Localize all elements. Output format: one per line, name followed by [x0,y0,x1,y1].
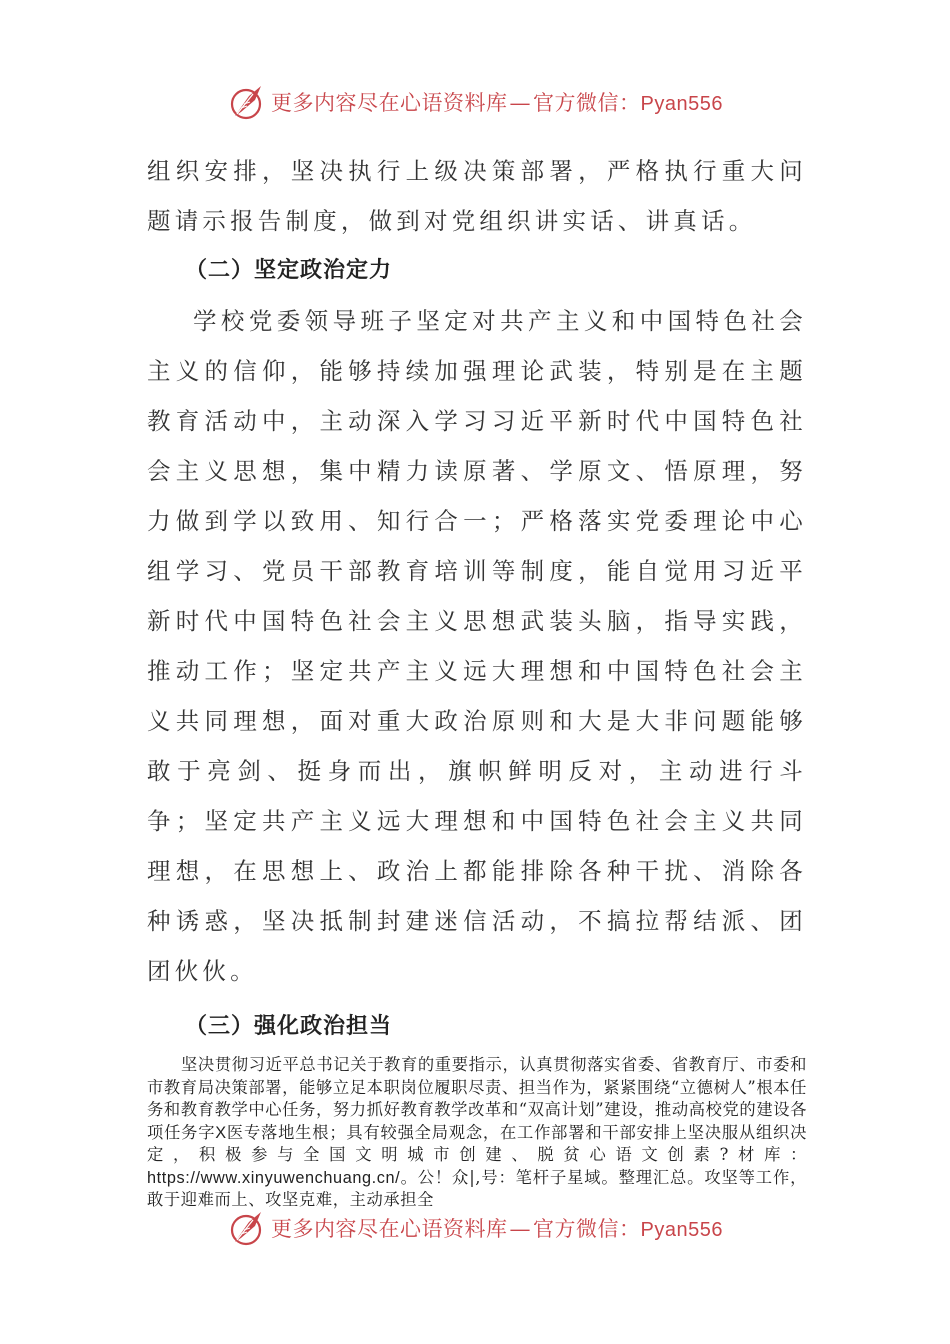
paragraph-political-resolve: 学校党委领导班子坚定对共产主义和中国特色社会主义的信仰，能够持续加强理论武装，特别是在主题教育活动中，主动深入学习习近平新时代中国特色社会主义思想，集中精力读原著、学原文、悟原理，努力做到学以致用、知行合一；严格落实党委理论中心组学习、党员干部教育培训等制度，能自觉用习近平新时代中国特色社会主义思想武装头脑，指导实践，推动工作；坚定共产主义远大理想和中国特色社会主义共同理想，面对重大政治原则和大是大非问题能够敢于亮剑、挺身而出，旗帜鲜明反对，主动进行斗争；坚定共产主义远大理想和中国特色社会主义共同理想，在思想上、政治上都能排除各种干扰、消除各种诱惑，坚决抵制封建迷信活动，不搞拉帮结派、团团伙伙。 [147,307,807,985]
paragraph-political-responsibility [147,1054,807,1212]
paragraph-3-part1: 坚决贯彻习近平总书记关于教育的重要指示，认真贯彻落实省委、省教育厅、市委和市教育局决策部署，能够立足本职岗位履职尽责、担当作为，紧紧围绕“立德树人”根本任务和教育教学中心任务，努力抓好教育教学改革和“双高计划”建设，推动高校党的建设各项任务字 [147,1055,807,1142]
paragraph-3-url[interactable]: https://www.xinyuwenchuang.cn/ [147,1168,401,1187]
footer-banner [0,1208,950,1248]
header-banner-separator: — [509,91,532,115]
header-banner-text [271,87,723,117]
section-heading-2: （二）坚定政治定力 [185,258,393,283]
footer-banner-title: 更多内容尽在心语资料库 [271,1217,508,1241]
header-banner-suffix: 官方微信： [533,91,641,115]
continued-paragraph: 组织安排，坚决执行上级决策部署，严格执行重大问题请示报告制度，做到对党组织讲实话、讲真话。 [147,157,807,235]
paragraph-3-x: X [215,1123,227,1142]
quill-logo-icon [227,82,267,122]
footer-banner-text [271,1213,723,1243]
document-body [147,146,807,1212]
footer-wechat-id: Pyan556 [640,1219,723,1241]
header-banner [0,82,950,122]
section-heading-3: （三）强化政治担当 [185,1014,393,1039]
header-wechat-id: Pyan556 [640,93,723,115]
paragraph-3-part3: 。公！众|,号：笔杆子星域。整理汇总。攻坚等工作，敢于迎难而上、攻坚克难，主动承担全 [147,1167,807,1209]
quill-logo-icon [227,1208,267,1248]
footer-banner-suffix: 官方微信： [533,1217,641,1241]
paragraph-3-part2: 医专落地生根；具有较强全局观念，在工作部署和干部安排上坚决服从组织决定，积极参与全国文明城市创建、脱贫心语文创素?材库： [147,1122,807,1164]
header-banner-title: 更多内容尽在心语资料库 [271,91,508,115]
footer-banner-separator: — [509,1217,532,1241]
